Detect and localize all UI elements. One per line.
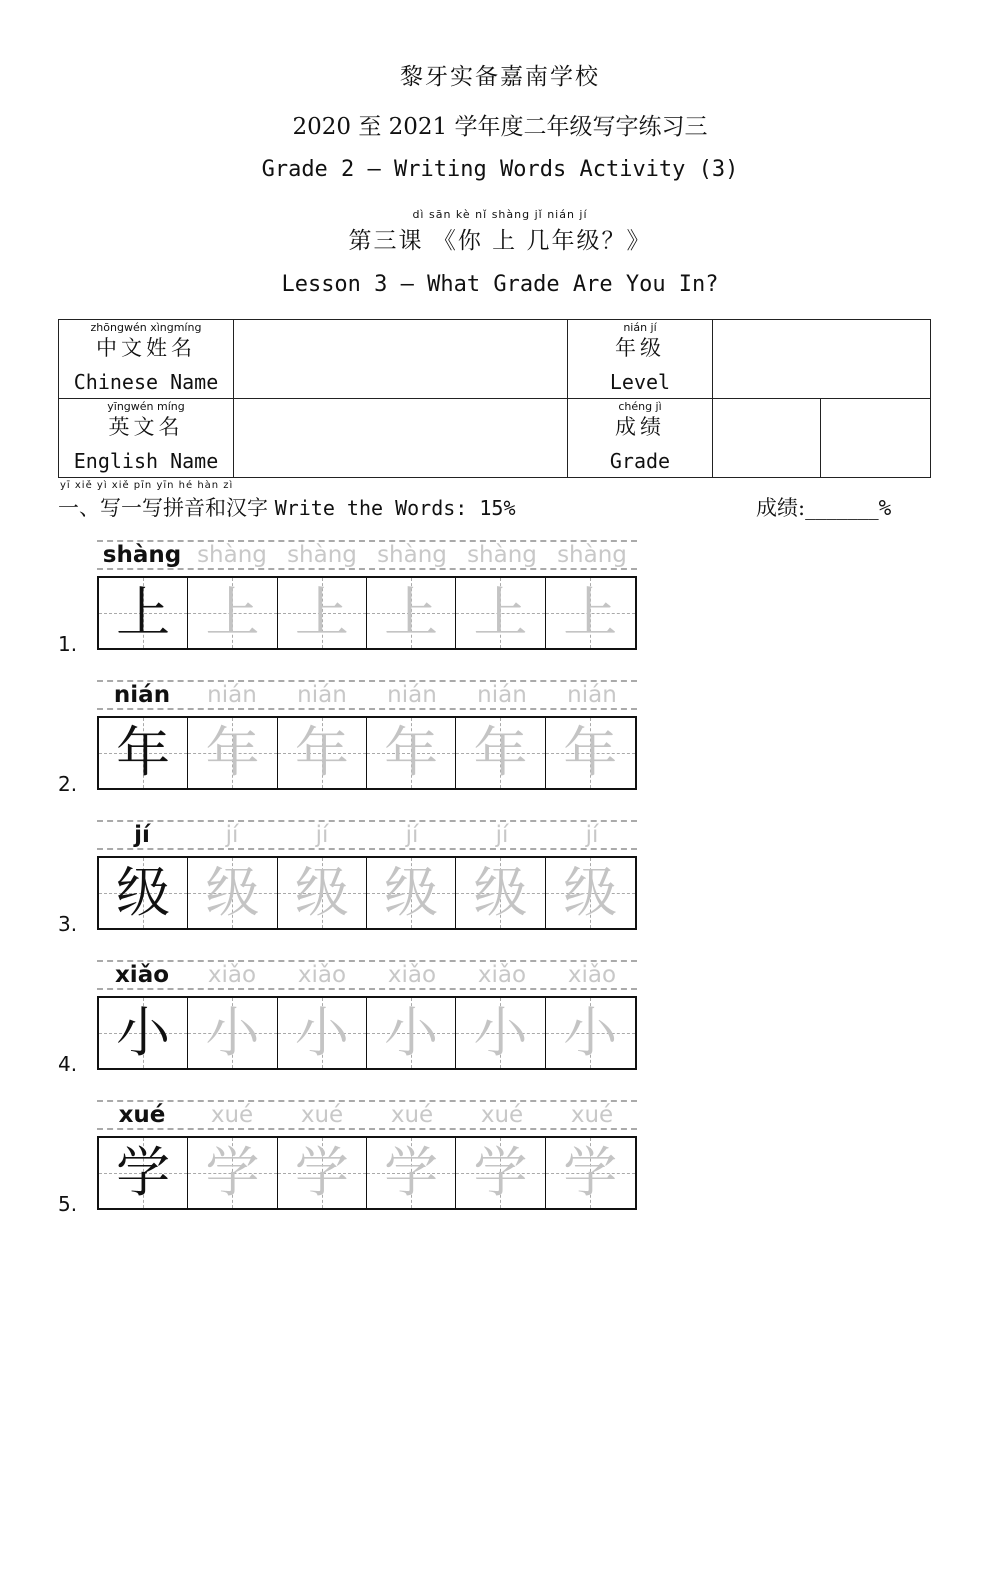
character-trace-cell[interactable] [188, 718, 277, 788]
pinyin-trace[interactable]: jí [495, 822, 509, 848]
activity-title: Grade 2 – Writing Words Activity (3) [261, 157, 739, 182]
pinyin-trace[interactable]: shàng [467, 542, 537, 568]
trace-character: 上 [563, 581, 618, 644]
character-trace-cell[interactable] [278, 998, 367, 1068]
chinese-name-label [59, 320, 234, 399]
section-title-en: Write the Words: 15% [274, 496, 516, 520]
english-name-label [59, 399, 234, 478]
row-number: 1. [58, 632, 78, 656]
section-title-cn: 一、写一写拼音和汉字 [58, 496, 268, 520]
character-trace-cell[interactable] [188, 1138, 277, 1208]
character-model-cell [99, 718, 188, 788]
trace-character: 小 [563, 1001, 618, 1064]
model-character: 学 [116, 1141, 171, 1204]
character-trace-cell[interactable] [188, 998, 277, 1068]
row-number: 4. [58, 1052, 78, 1076]
level-en: Level [609, 370, 671, 394]
lesson-title-pinyin: dì sān kè nǐ shàng jǐ nián jí [412, 208, 588, 221]
pinyin-trace[interactable]: nián [297, 682, 347, 708]
trace-character: 上 [294, 581, 349, 644]
section-pinyin: yī xiě yì xiě pīn yīn hé hàn zì [60, 480, 234, 491]
trace-character: 学 [294, 1141, 349, 1204]
trace-character: 学 [205, 1141, 260, 1204]
row-number: 3. [58, 912, 78, 936]
pinyin-trace[interactable]: xiǎo [477, 962, 527, 988]
score-field [756, 492, 891, 522]
level-field[interactable] [713, 320, 931, 399]
trace-character: 小 [294, 1001, 349, 1064]
grade-cn: 成绩 [615, 415, 665, 439]
english-name-cn: 英文名 [108, 415, 184, 439]
pinyin-trace[interactable]: nián [207, 682, 257, 708]
pinyin-trace[interactable]: nián [387, 682, 437, 708]
trace-character: 学 [473, 1141, 528, 1204]
row-number: 5. [58, 1192, 78, 1216]
pinyin-trace[interactable]: shàng [377, 542, 447, 568]
character-trace-cell[interactable] [546, 858, 635, 928]
pinyin-model: xiǎo [114, 962, 170, 988]
pinyin-trace[interactable]: nián [567, 682, 617, 708]
pinyin-trace[interactable]: xiǎo [567, 962, 617, 988]
chinese-name-pinyin: zhōngwén xìngmíng [90, 321, 202, 334]
pinyin-writing-line [97, 540, 637, 570]
character-trace-cell[interactable] [546, 718, 635, 788]
trace-character: 小 [384, 1001, 439, 1064]
character-grid [97, 576, 637, 650]
pinyin-trace[interactable]: xué [480, 1102, 524, 1128]
pinyin-trace[interactable]: xué [300, 1102, 344, 1128]
trace-character: 上 [473, 581, 528, 644]
pinyin-trace[interactable]: shàng [197, 542, 267, 568]
lesson-title-characters: 第三课 《你 上 几年级？》 [348, 228, 652, 254]
chinese-name-cn: 中文姓名 [96, 336, 196, 360]
trace-character: 学 [384, 1141, 439, 1204]
character-trace-cell[interactable] [278, 1138, 367, 1208]
trace-character: 上 [384, 581, 439, 644]
character-trace-cell[interactable] [367, 858, 456, 928]
english-name-pinyin: yīngwén míng [107, 400, 185, 413]
character-grid [97, 996, 637, 1070]
school-name: 黎牙实备嘉南学校 [400, 64, 600, 90]
pinyin-model: shàng [102, 542, 182, 568]
level-label [568, 320, 713, 399]
lesson-title-english: Lesson 3 – What Grade Are You In? [281, 272, 719, 297]
grade-field-1[interactable] [713, 399, 821, 478]
character-trace-cell[interactable] [367, 578, 456, 648]
trace-character: 年 [473, 721, 528, 784]
row-number: 2. [58, 772, 78, 796]
pinyin-model: xué [118, 1102, 166, 1128]
character-trace-cell[interactable] [546, 1138, 635, 1208]
score-label: 成绩:_______ [756, 496, 879, 520]
pinyin-trace[interactable]: xiǎo [387, 962, 437, 988]
character-trace-cell[interactable] [456, 718, 545, 788]
chinese-name-field[interactable] [234, 320, 568, 399]
pinyin-trace[interactable]: jí [315, 822, 329, 848]
pinyin-trace[interactable]: jí [405, 822, 419, 848]
practice-row [0, 680, 1000, 810]
trace-character: 年 [294, 721, 349, 784]
character-trace-cell[interactable] [367, 1138, 456, 1208]
character-trace-cell[interactable] [456, 998, 545, 1068]
trace-character: 级 [205, 861, 260, 924]
character-grid [97, 856, 637, 930]
student-info-table [58, 319, 931, 478]
character-model-cell [99, 858, 188, 928]
trace-character: 年 [563, 721, 618, 784]
score-unit: % [878, 496, 892, 520]
english-name-field[interactable] [234, 399, 568, 478]
pinyin-model: jí [134, 822, 150, 848]
grade-en: Grade [609, 449, 671, 473]
model-character: 级 [116, 861, 171, 924]
pinyin-trace[interactable]: jí [225, 822, 239, 848]
trace-character: 级 [563, 861, 618, 924]
character-trace-cell[interactable] [456, 578, 545, 648]
pinyin-trace[interactable]: shàng [287, 542, 357, 568]
character-trace-cell[interactable] [188, 578, 277, 648]
pinyin-writing-line [97, 1100, 637, 1130]
pinyin-trace[interactable]: xué [390, 1102, 434, 1128]
character-model-cell [99, 578, 188, 648]
pinyin-trace[interactable]: xué [210, 1102, 254, 1128]
model-character: 年 [116, 721, 171, 784]
trace-character: 小 [205, 1001, 260, 1064]
character-trace-cell[interactable] [367, 998, 456, 1068]
year-title: 2020 至 2021 学年度二年级写字练习三 [292, 114, 708, 140]
character-model-cell [99, 1138, 188, 1208]
trace-character: 学 [563, 1141, 618, 1204]
practice-row [0, 820, 1000, 950]
practice-row [0, 960, 1000, 1090]
level-pinyin: nián jí [623, 321, 657, 334]
pinyin-trace[interactable]: nián [477, 682, 527, 708]
lesson-title-chinese [0, 208, 1000, 255]
grade-label [568, 399, 713, 478]
pinyin-trace[interactable]: jí [585, 822, 599, 848]
level-cn: 年级 [615, 336, 665, 360]
model-character: 小 [116, 1001, 171, 1064]
character-grid [97, 1136, 637, 1210]
trace-character: 年 [384, 721, 439, 784]
trace-character: 级 [473, 861, 528, 924]
pinyin-trace[interactable]: xué [570, 1102, 614, 1128]
pinyin-trace[interactable]: xiǎo [297, 962, 347, 988]
english-name-en: English Name [73, 449, 219, 473]
trace-character: 级 [294, 861, 349, 924]
character-trace-cell[interactable] [278, 718, 367, 788]
character-trace-cell[interactable] [367, 718, 456, 788]
pinyin-writing-line [97, 960, 637, 990]
pinyin-model: nián [113, 682, 171, 708]
character-trace-cell[interactable] [278, 578, 367, 648]
pinyin-trace[interactable]: xiǎo [207, 962, 257, 988]
trace-character: 小 [473, 1001, 528, 1064]
pinyin-writing-line [97, 820, 637, 850]
practice-row [0, 1100, 1000, 1230]
trace-character: 级 [384, 861, 439, 924]
trace-character: 年 [205, 721, 260, 784]
character-trace-cell[interactable] [546, 998, 635, 1068]
character-grid [97, 716, 637, 790]
chinese-name-en: Chinese Name [73, 370, 219, 394]
grade-field-2[interactable] [821, 399, 931, 478]
pinyin-writing-line [97, 680, 637, 710]
character-trace-cell[interactable] [278, 858, 367, 928]
pinyin-trace[interactable]: shàng [557, 542, 627, 568]
character-trace-cell[interactable] [546, 578, 635, 648]
character-trace-cell[interactable] [456, 1138, 545, 1208]
practice-row [0, 540, 1000, 670]
grade-pinyin: chéng jì [618, 400, 662, 413]
character-model-cell [99, 998, 188, 1068]
trace-character: 上 [205, 581, 260, 644]
section-title [58, 492, 516, 522]
character-trace-cell[interactable] [456, 858, 545, 928]
model-character: 上 [116, 581, 171, 644]
character-trace-cell[interactable] [188, 858, 277, 928]
